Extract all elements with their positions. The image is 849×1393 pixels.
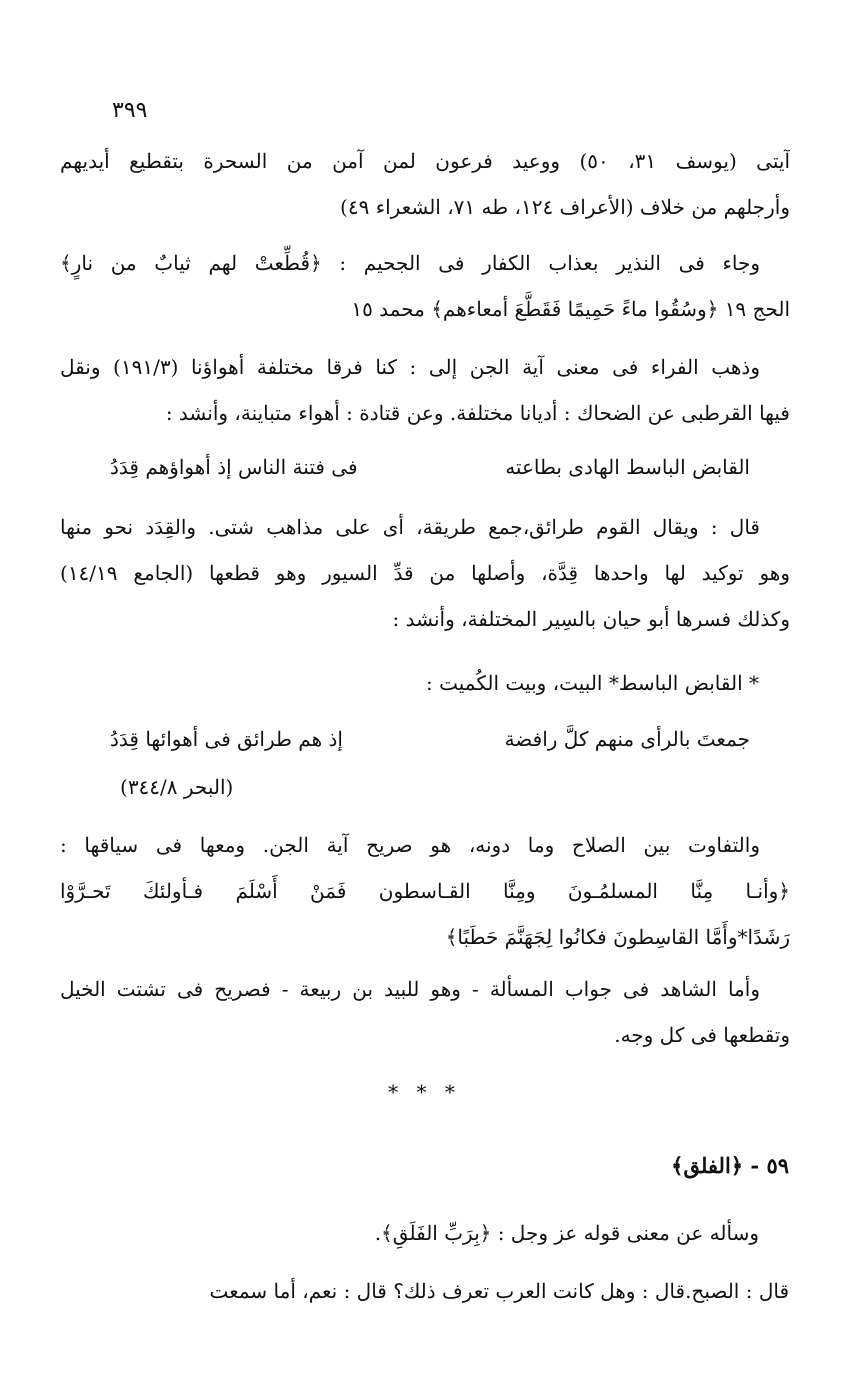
paragraph-9: قال : الصبح.قال : وهل كانت العرب تعرف ذلك؟ قال : نعم، أما سمعت	[209, 1279, 789, 1303]
text-line: الحج ١٩ ﴿وسُقُوا ماءً حَمِيمًا فَقَطَّعَ أمعاءهم﴾ محمد ١٥	[351, 297, 790, 321]
text-line: وأرجلهم من خلاف (الأعراف ١٢٤، طه ٧١، الشعراء ٤٩)	[340, 195, 790, 219]
verse-first-hemistich: القابض الباسط الهادى بطاعته	[505, 455, 750, 479]
text-line: وأما الشاهد فى جواب المسألة - وهو للبيد بن ربيعة - فصريح فى تشتت الخيل	[60, 977, 760, 1001]
paragraph-8: وسأله عن معنى قوله عز وجل : ﴿بِرَبِّ الفَلَقِ﴾.	[374, 1221, 759, 1245]
section-heading: ٥٩ - ﴿الفلق﴾	[671, 1153, 789, 1178]
paragraph-6	[60, 822, 790, 960]
paragraph-4	[60, 504, 790, 642]
text-line: والتفاوت بين الصلاح وما دونه، هو صريح آية الجن. ومعها فى سياقها :	[60, 833, 760, 857]
verse-first-hemistich: جمعتَ بالرأى منهم كلَّ رافضة	[504, 727, 750, 751]
text-line: رَشَدًا*وأَمَّا القاسِطونَ فكانُوا لِجَهَنَّمَ حَطَبًا﴾	[445, 925, 790, 949]
verse-2	[110, 716, 750, 762]
text-line: وتقطعها فى كل وجه.	[614, 1023, 790, 1047]
verse-1	[110, 444, 750, 490]
text-line: فيها القرطبى عن الضحاك : أديانا مختلفة. وعن قتادة : أهواء متباينة، وأنشد :	[165, 401, 790, 425]
text-line: قال : ويقال القوم طرائق،جمع طريقة، أى على مذاهب شتى. والقِدَد نحو منها	[60, 515, 760, 539]
verse-second-hemistich: فى فتنة الناس إذ أهواؤهم قِدَدُ	[110, 455, 358, 479]
text-line: وكذلك فسرها أبو حيان بالسِير المختلفة، وأنشد :	[392, 607, 790, 631]
page-number: ٣٩٩	[112, 98, 148, 123]
section-separator: * * *	[388, 1080, 461, 1104]
paragraph-2	[60, 240, 790, 332]
text-line: وهو توكيد لها واحدها قِدَّة، وأصلها من قدِّ السيور وهو قطعها (الجامع ١٤/١٩)	[60, 561, 790, 585]
text-line: ﴿وأنـا مِنَّا المسلمُـونَ ومِنَّا القـاسطون فَمَنْ أَسْلَمَ فـأولئكَ تَحـرَّوْا	[60, 879, 790, 903]
text-line: وذهب الفراء فى معنى آية الجن إلى : كنا فرقا مختلفة أهواؤنا (١٩١/٣) ونقل	[60, 355, 760, 379]
paragraph-1	[60, 138, 790, 230]
paragraph-3	[60, 344, 790, 436]
paragraph-7	[60, 966, 790, 1058]
verse-reference: (البحر ٣٤٤/٨)	[120, 775, 234, 799]
paragraph-5: * القابض الباسط* البيت، وبيت الكُميت :	[426, 671, 759, 695]
verse-second-hemistich: إذ هم طرائق فى أهوائها قِدَدُ	[110, 727, 343, 751]
text-line: وجاء فى النذير بعذاب الكفار فى الجحيم : ﴿قُطِّعتْ لهم ثيابٌ من نارٍ﴾	[60, 251, 760, 275]
text-line: آيتى (يوسف ٣١، ٥٠) ووعيد فرعون لمن آمن من السحرة بتقطيع أيديهم	[60, 149, 790, 173]
